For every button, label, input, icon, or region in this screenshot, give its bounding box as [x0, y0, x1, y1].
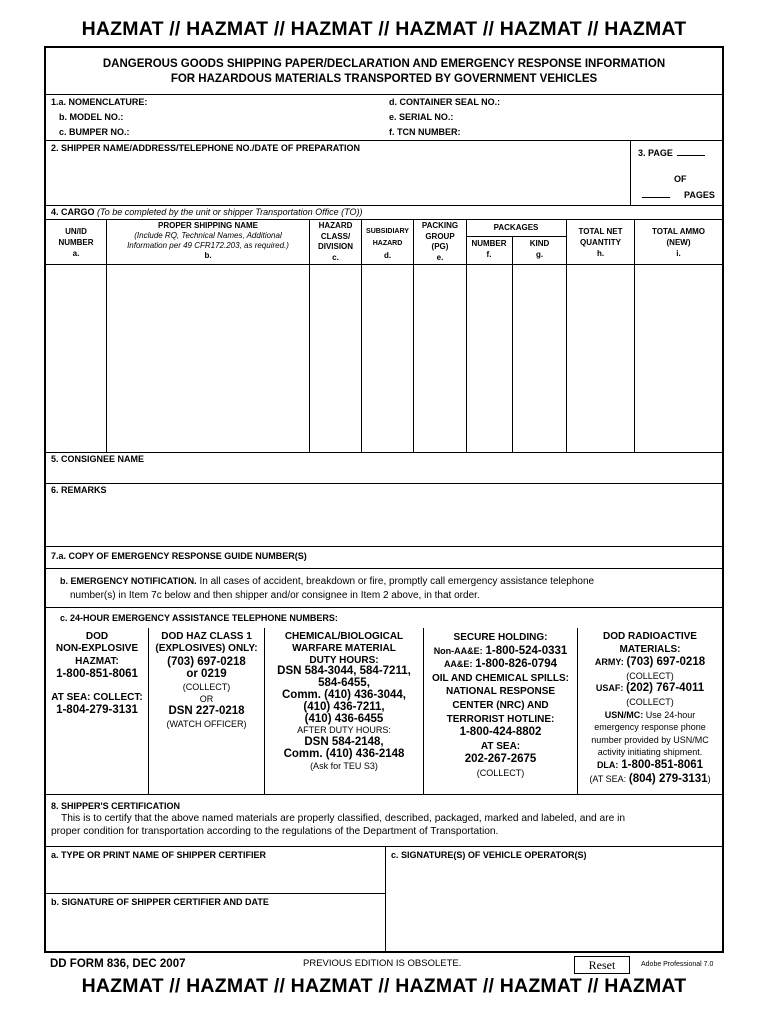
divider [630, 140, 631, 205]
model-no-label: b. MODEL NO.: [59, 112, 124, 122]
certification-text: This is to certify that the above named materials are properly classified, described, packaged, marked and labeled, and are in proper condition for transportation according to the regulations of the Department of Transportation. [51, 813, 626, 837]
form-title [46, 57, 722, 87]
remarks-label: 6. REMARKS [51, 485, 107, 495]
vehicle-operator-signature-label: c. SIGNATURE(S) OF VEHICLE OPERATOR(S) [391, 850, 587, 860]
page-label: 3. PAGE [638, 148, 705, 158]
divider [46, 94, 722, 95]
shipper-certification-label: 8. SHIPPER'S CERTIFICATION [51, 801, 180, 811]
consignee-name-label: 5. CONSIGNEE NAME [51, 454, 145, 464]
top-hazmat-banner: HAZMAT // HAZMAT // HAZMAT // HAZMAT // HAZMAT // HAZMAT [81, 18, 687, 40]
divider [46, 568, 722, 569]
certifier-signature-label: b. SIGNATURE OF SHIPPER CERTIFIER AND DATE [51, 897, 269, 907]
cargo-table-body[interactable] [46, 265, 722, 452]
chemical-biological-contacts: CHEMICAL/BIOLOGICAL WARFARE MATERIAL DUTY HOURS: DSN 584-3044, 584-7211, 584-6455, Comm. (410) 436-3044, (410) 436-7211, (410) 436-6455 AFTER DUTY HOURS: DSN 584-2148, Comm. (410) 436-2148 (Ask for TEU S3) [277, 631, 411, 771]
divider [46, 140, 722, 141]
page-of-label: OF [674, 174, 687, 184]
obsolete-notice: PREVIOUS EDITION IS OBSOLETE. [303, 958, 462, 969]
col-hazard-class-header: HAZARD CLASS/ DIVISION c. [317, 221, 354, 262]
pages-label: PAGES [642, 190, 715, 200]
col-kind-header: KIND g. [529, 239, 550, 259]
divider [46, 205, 722, 206]
divider [46, 483, 722, 484]
divider [46, 607, 722, 608]
col-total-ammo-header: TOTAL AMMO (NEW) i. [651, 227, 706, 258]
form-title-line1: DANGEROUS GOODS SHIPPING PAPER/DECLARATION AND EMERGENCY RESPONSE INFORMATION [102, 58, 666, 70]
col-net-quantity-header: TOTAL NET QUANTITY h. [578, 227, 623, 258]
col-packing-group-header: PACKING GROUP (PG) e. [421, 221, 459, 262]
dod-non-explosive-contacts: DOD NON-EXPLOSIVE HAZMAT: 1-800-851-8061 AT SEA: COLLECT: 1-804-279-3131 [51, 631, 143, 717]
certifier-name-label: a. TYPE OR PRINT NAME OF SHIPPER CERTIFIER [51, 850, 267, 860]
divider [46, 846, 722, 847]
reset-button[interactable]: Reset [574, 956, 630, 974]
divider [46, 546, 722, 547]
container-seal-label: d. CONTAINER SEAL NO.: [389, 97, 501, 107]
software-version: Adobe Professional 7.0 [641, 961, 714, 968]
emergency-phones-label: c. 24-HOUR EMERGENCY ASSISTANCE TELEPHONE NUMBERS: [60, 613, 338, 623]
col-unid-header: UN/ID NUMBER a. [58, 227, 94, 258]
serial-no-label: e. SERIAL NO.: [389, 112, 454, 122]
bumper-no-label: c. BUMPER NO.: [59, 127, 130, 137]
dod-explosives-contacts: DOD HAZ CLASS 1 (EXPLOSIVES) ONLY: (703) 697-0218 or 0219 (COLLECT) OR DSN 227-0218 (WATCH OFFICER) [155, 631, 258, 729]
emergency-notification: b. EMERGENCY NOTIFICATION. In all cases of accident, breakdown or fire, promptly call emergency assistance telephone number(s) in Item 7c below and then shipper and/or consignee in Item 2 above, in that order. [60, 576, 595, 601]
erg-number-label: 7.a. COPY OF EMERGENCY RESPONSE GUIDE NUMBER(S) [51, 551, 307, 561]
cargo-label: 4. CARGO (To be completed by the unit or shipper Transportation Office (TO)) [51, 207, 363, 217]
shipper-info-label: 2. SHIPPER NAME/ADDRESS/TELEPHONE NO./DATE OF PREPARATION [51, 143, 361, 153]
form-title-line2: FOR HAZARDOUS MATERIALS TRANSPORTED BY GOVERNMENT VEHICLES [170, 73, 598, 85]
divider [46, 219, 722, 220]
dd-form-836 [44, 46, 724, 953]
tcn-number-label: f. TCN NUMBER: [389, 127, 461, 137]
secure-holding-contacts: SECURE HOLDING: Non-AA&E: 1-800-524-0331 AA&E: 1-800-826-0794 OIL AND CHEMICAL SPILLS: NATIONAL RESPONSE CENTER (NRC) AND TERRORIST HOTLINE: 1-800-424-8802 AT SEA: 202-267-2675 (COLLECT) [431, 632, 570, 778]
col-subsidiary-header: SUBSIDIARY HAZARD d. [366, 228, 409, 260]
col-number-header: NUMBER f. [471, 239, 507, 259]
bottom-hazmat-banner: HAZMAT // HAZMAT // HAZMAT // HAZMAT // HAZMAT // HAZMAT [81, 975, 687, 997]
divider [46, 452, 722, 453]
dod-radioactive-contacts: DOD RADIOACTIVE MATERIALS: ARMY: (703) 697-0218 (COLLECT) USAF: (202) 767-4011 (COLLECT) USN/MC: Use 24-hour emergency response phone number provided by USN/MC activity initiating shipment. DLA: 1-800-851-8061 (AT SEA: (804) 279-3131) [589, 631, 711, 785]
nomenclature-label: 1.a. NOMENCLATURE: [51, 97, 148, 107]
divider [46, 794, 722, 795]
col-packages-header: PACKAGES [493, 223, 539, 232]
col-shipping-name-header: PROPER SHIPPING NAME (Include RQ, Technical Names, Additional Information per 49 CFR172.203, as required.) b. [127, 221, 289, 260]
form-number: DD FORM 836, DEC 2007 [50, 958, 186, 970]
